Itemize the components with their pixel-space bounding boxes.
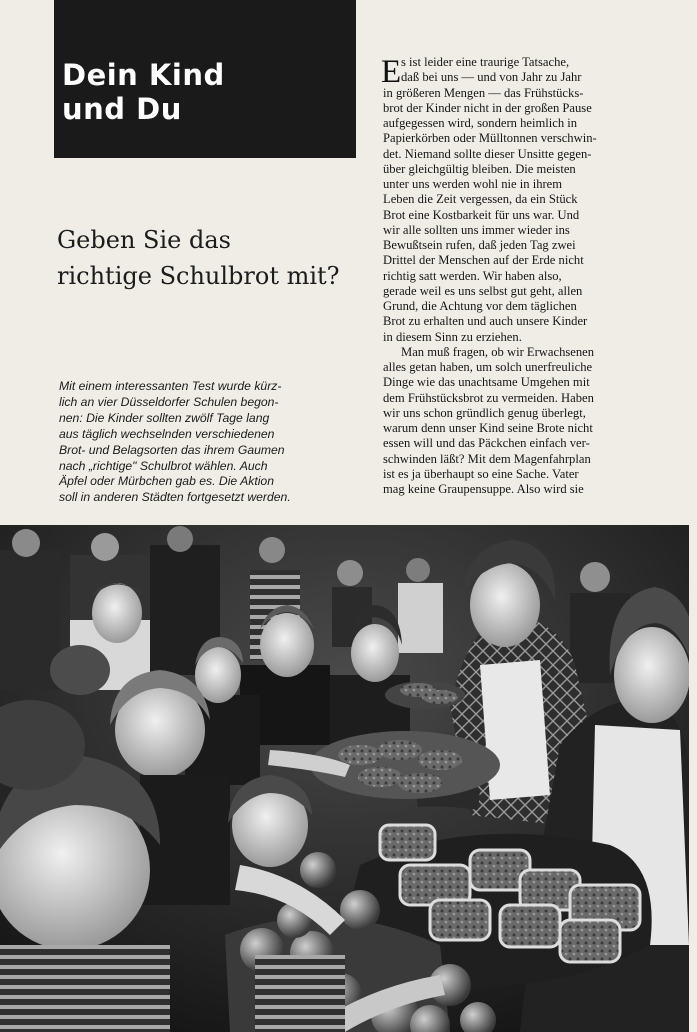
body-line: Dinge wie das unachtsame Umgehen mit <box>383 375 590 390</box>
body-line: gerade weil es uns selbst gut geht, allen <box>383 283 583 298</box>
teaser-line: nach „richtige" Schulbrot wählen. Auch <box>59 458 268 473</box>
body-line: alles getan haben, um solch unerfreuliche <box>383 360 593 374</box>
body-line: warum denn unser Kind seine Brote nicht <box>383 421 593 435</box>
body-line: in größeren Mengen — das Frühstücks- <box>383 85 584 100</box>
body-line: unter uns werden wohl nie in ihrem <box>383 177 563 191</box>
article-photo <box>0 525 689 1032</box>
body-line: Grund, die Achtung vor dem täglichen <box>383 299 577 313</box>
body-line: Papierkörben oder Mülltonnen verschwin- <box>383 131 597 146</box>
body-line: wir uns schon gründlich genug überlegt, <box>383 405 586 420</box>
body-line: richtig satt werden. Wir haben also, <box>383 268 562 283</box>
teaser-line: Brot- und Belagsorten das ihrem Gaumen <box>59 442 285 457</box>
article-teaser <box>59 379 364 506</box>
kicker-line-1: Dein Kind <box>62 58 225 92</box>
body-line: brot der Kinder nicht in der großen Pause <box>383 100 592 115</box>
teaser-line: Mit einem interessanten Test wurde kürz- <box>59 379 282 393</box>
body-line: essen will und das Päckchen einfach ver- <box>383 436 590 451</box>
body-line: aufgegessen wird, sondern heimlich in <box>383 116 578 130</box>
teaser-line: lich an vier Düsseldorfer Schulen begon- <box>59 394 279 409</box>
body-line: Man muß fragen, ob wir Erwachsenen <box>401 344 595 359</box>
body-line: schwinden läßt? Mit dem Magenfahrplan <box>383 451 591 466</box>
body-line: mag keine Graupensuppe. Also wird sie <box>383 482 584 496</box>
kicker-line-2: und Du <box>62 92 182 126</box>
body-line: det. Niemand sollte dieser Unsitte gegen- <box>383 146 592 161</box>
teaser-line: nen: Die Kinder sollten zwölf Tage lang <box>59 410 270 425</box>
article-body-column <box>383 55 689 497</box>
body-line: dem Frühstücksbrot zu vermeiden. Haben <box>383 390 594 405</box>
body-line: Drittel der Menschen auf der Erde nicht <box>383 253 584 268</box>
body-line: daß bei uns — und von Jahr zu Jahr <box>401 70 582 85</box>
body-line: s ist leider eine traurige Tatsache, <box>401 55 570 69</box>
headline-line-2: richtige Schulbrot mit? <box>57 262 340 290</box>
body-line: ist es ja überhaupt so eine Sache. Vater <box>383 466 579 481</box>
body-line: Brot eine Kostbarkeit für uns war. Und <box>383 207 580 222</box>
body-line: Bewußtsein rufen, daß jeden Tag zwei <box>383 238 576 252</box>
teaser-line: soll in anderen Städten fortgesetzt werden. <box>59 490 291 505</box>
body-line: über gleichgültig bleiben. Die meisten <box>383 161 576 176</box>
teaser-line: aus täglich wechselnden verschiedenen <box>59 426 275 441</box>
drop-cap: E <box>381 54 402 90</box>
photo-illustration <box>0 525 689 1032</box>
body-line: Leben die Zeit vergessen, da ein Stück <box>383 192 578 207</box>
section-kicker <box>62 58 352 126</box>
body-line: in diesem Sinn zu erziehen. <box>383 329 522 344</box>
body-line: Brot zu erhalten und auch unsere Kinder <box>383 314 588 329</box>
headline-line-1: Geben Sie das <box>57 226 231 254</box>
body-line: wir alle sollten uns immer wieder ins <box>383 222 570 237</box>
teaser-line: Äpfel oder Mürbchen gab es. Die Aktion <box>59 474 274 489</box>
article-headline <box>57 222 377 294</box>
